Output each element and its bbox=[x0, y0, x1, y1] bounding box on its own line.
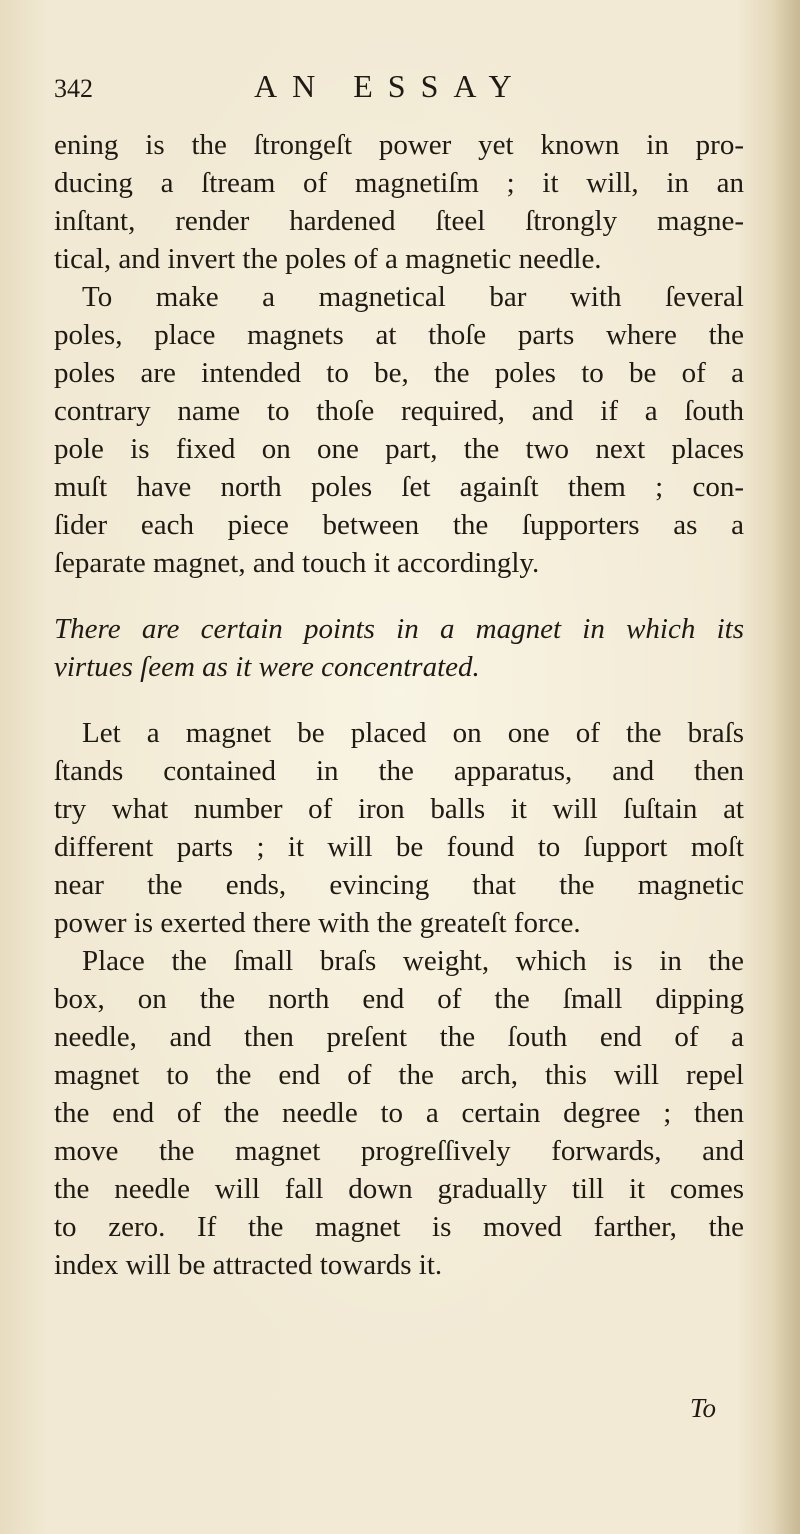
body-line: ſider each piece between the ſupporters as a bbox=[54, 509, 744, 541]
body-line: the end of the needle to a certain degree ; then bbox=[54, 1097, 744, 1129]
body-line: ducing a ſtream of magnetiſm ; it will, in an bbox=[54, 167, 744, 199]
body-line: ſtands contained in the apparatus, and then bbox=[54, 755, 744, 787]
page-number: 342 bbox=[54, 74, 93, 103]
running-head: AN ESSAY bbox=[254, 68, 527, 104]
body-line: move the magnet progreſſively forwards, and bbox=[54, 1135, 744, 1167]
paragraph-gap bbox=[54, 582, 744, 610]
body-line: different parts ; it will be found to ſupport moſt bbox=[54, 831, 744, 863]
body-line: Place the ſmall braſs weight, which is in the bbox=[82, 945, 744, 977]
body-line: To make a magnetical bar with ſeveral bbox=[82, 281, 744, 313]
body-line: Let a magnet be placed on one of the braſs bbox=[82, 717, 744, 749]
body-line: box, on the north end of the ſmall dipping bbox=[54, 983, 744, 1015]
body-line: ſeparate magnet, and touch it accordingly. bbox=[54, 547, 540, 579]
body-line: to zero. If the magnet is moved farther, the bbox=[54, 1211, 744, 1243]
body-line: pole is fixed on one part, the two next places bbox=[54, 433, 744, 465]
page-header bbox=[54, 64, 754, 112]
body-line: tical, and invert the poles of a magnetic needle. bbox=[54, 243, 602, 275]
body-line: ening is the ſtrongeſt power yet known in pro- bbox=[54, 129, 744, 161]
body-line: muſt have north poles ſet againſt them ; con- bbox=[54, 471, 744, 503]
body-line: power is exerted there with the greateſt force. bbox=[54, 907, 581, 939]
body-line: near the ends, evincing that the magnetic bbox=[54, 869, 744, 901]
section-heading-line: There are certain points in a magnet in which its bbox=[54, 613, 744, 645]
body-line: index will be attracted towards it. bbox=[54, 1249, 443, 1281]
body-line: poles are intended to be, the poles to be of a bbox=[54, 357, 744, 389]
body-line: try what number of iron balls it will ſuſtain at bbox=[54, 793, 744, 825]
body-line: magnet to the end of the arch, this will repel bbox=[54, 1059, 744, 1091]
body-line: needle, and then preſent the ſouth end of a bbox=[54, 1021, 744, 1053]
body-line: inſtant, render hardened ſteel ſtrongly magne- bbox=[54, 205, 744, 237]
body-line: contrary name to thoſe required, and if a ſouth bbox=[54, 395, 744, 427]
paragraph-gap bbox=[54, 686, 744, 714]
section-heading-line: virtues ſeem as it were concentrated. bbox=[54, 651, 480, 683]
body-line: the needle will fall down gradually till it comes bbox=[54, 1173, 744, 1205]
body-line: poles, place magnets at thoſe parts where the bbox=[54, 319, 744, 351]
page-edge-shadow bbox=[772, 0, 800, 1534]
catchword: To bbox=[690, 1393, 717, 1423]
body-text bbox=[54, 126, 744, 1284]
